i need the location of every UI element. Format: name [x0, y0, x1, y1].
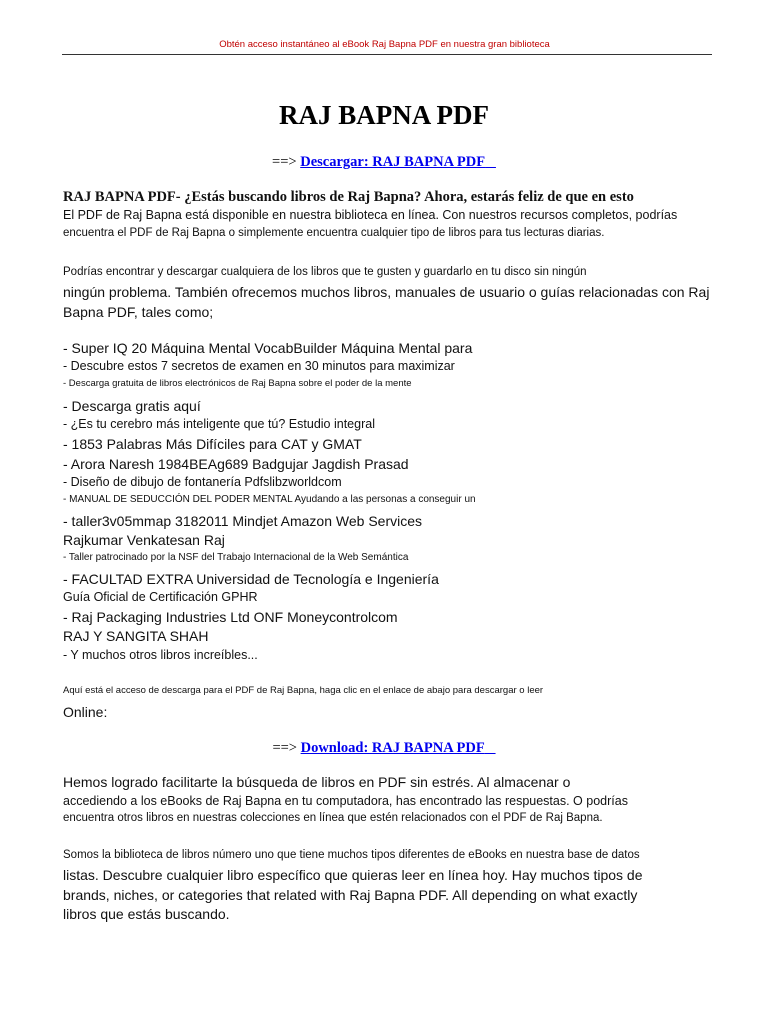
list-item: - Raj Packaging Industries Ltd ONF Moneycontrolcom [63, 609, 398, 625]
download-link-top-tail[interactable] [485, 154, 496, 170]
access-line-1: Aquí está el acceso de descarga para el PDF de Raj Bapna, haga clic en el enlace de abajo para descargar o leer [63, 685, 544, 696]
download-line-top [0, 153, 768, 171]
header-banner: Obtén acceso instantáneo al eBook Raj Bapna PDF en nuestra gran biblioteca [219, 39, 550, 50]
para4-line-4: libros que estás buscando. [63, 906, 230, 922]
list-item: - Taller patrocinado por la NSF del Trabajo Internacional de la Web Semántica [63, 552, 409, 563]
list-item: - Super IQ 20 Máquina Mental VocabBuilder Máquina Mental para [63, 340, 473, 356]
para2-line-1: Podrías encontrar y descargar cualquiera de los libros que te gusten y guardarlo en tu disco sin ningún [63, 266, 587, 278]
para4-line-3: brands, niches, or categories that related with Raj Bapna PDF. All depending on what exactly [63, 887, 638, 903]
list-item: - Arora Naresh 1984BEAg689 Badgujar Jagdish Prasad [63, 456, 409, 472]
para3-line-1: Hemos logrado facilitarte la búsqueda de libros en PDF sin estrés. Al almacenar o [63, 774, 571, 790]
list-item: - taller3v05mmap 3182011 Mindjet Amazon Web Services [63, 513, 422, 529]
list-item: - Diseño de dibujo de fontanería Pdfslibzworldcom [63, 475, 342, 489]
download-link-bottom[interactable]: Download: RAJ BAPNA PDF [300, 740, 485, 756]
para4-line-1: Somos la biblioteca de libros número uno que tiene muchos tipos diferentes de eBooks en nuestra base de datos [63, 849, 640, 861]
intro-line-2: encuentra el PDF de Raj Bapna o simplemente encuentra cualquier tipo de libros para tus lecturas diarias. [63, 227, 605, 239]
header-divider [62, 54, 712, 55]
para2-line-3: Bapna PDF, tales como; [63, 304, 214, 320]
arrow-text: ==> [272, 154, 297, 170]
list-item: Guía Oficial de Certificación GPHR [63, 590, 258, 604]
list-item: Rajkumar Venkatesan Raj [63, 532, 225, 548]
para3-line-2: accediendo a los eBooks de Raj Bapna en tu computadora, has encontrado las respuestas. O podrías [63, 794, 628, 808]
list-item: - Descubre estos 7 secretos de examen en 30 minutos para maximizar [63, 359, 455, 373]
page-title: RAJ BAPNA PDF [279, 100, 489, 130]
list-item: - Y muchos otros libros increíbles... [63, 648, 258, 662]
list-item: - MANUAL DE SEDUCCIÓN DEL PODER MENTAL Ayudando a las personas a conseguir un [63, 494, 476, 505]
para2-line-2: ningún problema. También ofrecemos muchos libros, manuales de usuario o guías relacionadas con Raj [63, 284, 710, 300]
intro-line-1: El PDF de Raj Bapna está disponible en nuestra biblioteca en línea. Con nuestros recursos completos, podrías [63, 208, 678, 222]
list-item: RAJ Y SANGITA SHAH [63, 628, 209, 644]
download-line-bottom [0, 739, 768, 757]
access-line-2: Online: [63, 704, 108, 720]
para3-line-3: encuentra otros libros en nuestras colecciones en línea que estén relacionados con el PDF de Raj Bapna. [63, 812, 603, 824]
list-item: - FACULTAD EXTRA Universidad de Tecnología e Ingeniería [63, 571, 439, 587]
download-link-top[interactable]: Descargar: RAJ BAPNA PDF [300, 154, 486, 170]
list-item: - 1853 Palabras Más Difíciles para CAT y GMAT [63, 436, 362, 452]
intro-heading: RAJ BAPNA PDF- ¿Estás buscando libros de Raj Bapna? Ahora, estarás feliz de que en esto [63, 189, 634, 205]
para4-line-2: listas. Descubre cualquier libro específico que quieras leer en línea hoy. Hay muchos tipos de [63, 867, 643, 883]
download-link-bottom-tail[interactable] [485, 740, 496, 756]
arrow-text: ==> [272, 740, 297, 756]
list-item: - Descarga gratis aquí [63, 398, 201, 414]
list-item: - Descarga gratuita de libros electrónicos de Raj Bapna sobre el poder de la mente [63, 378, 412, 389]
list-item: - ¿Es tu cerebro más inteligente que tú? Estudio integral [63, 417, 375, 431]
